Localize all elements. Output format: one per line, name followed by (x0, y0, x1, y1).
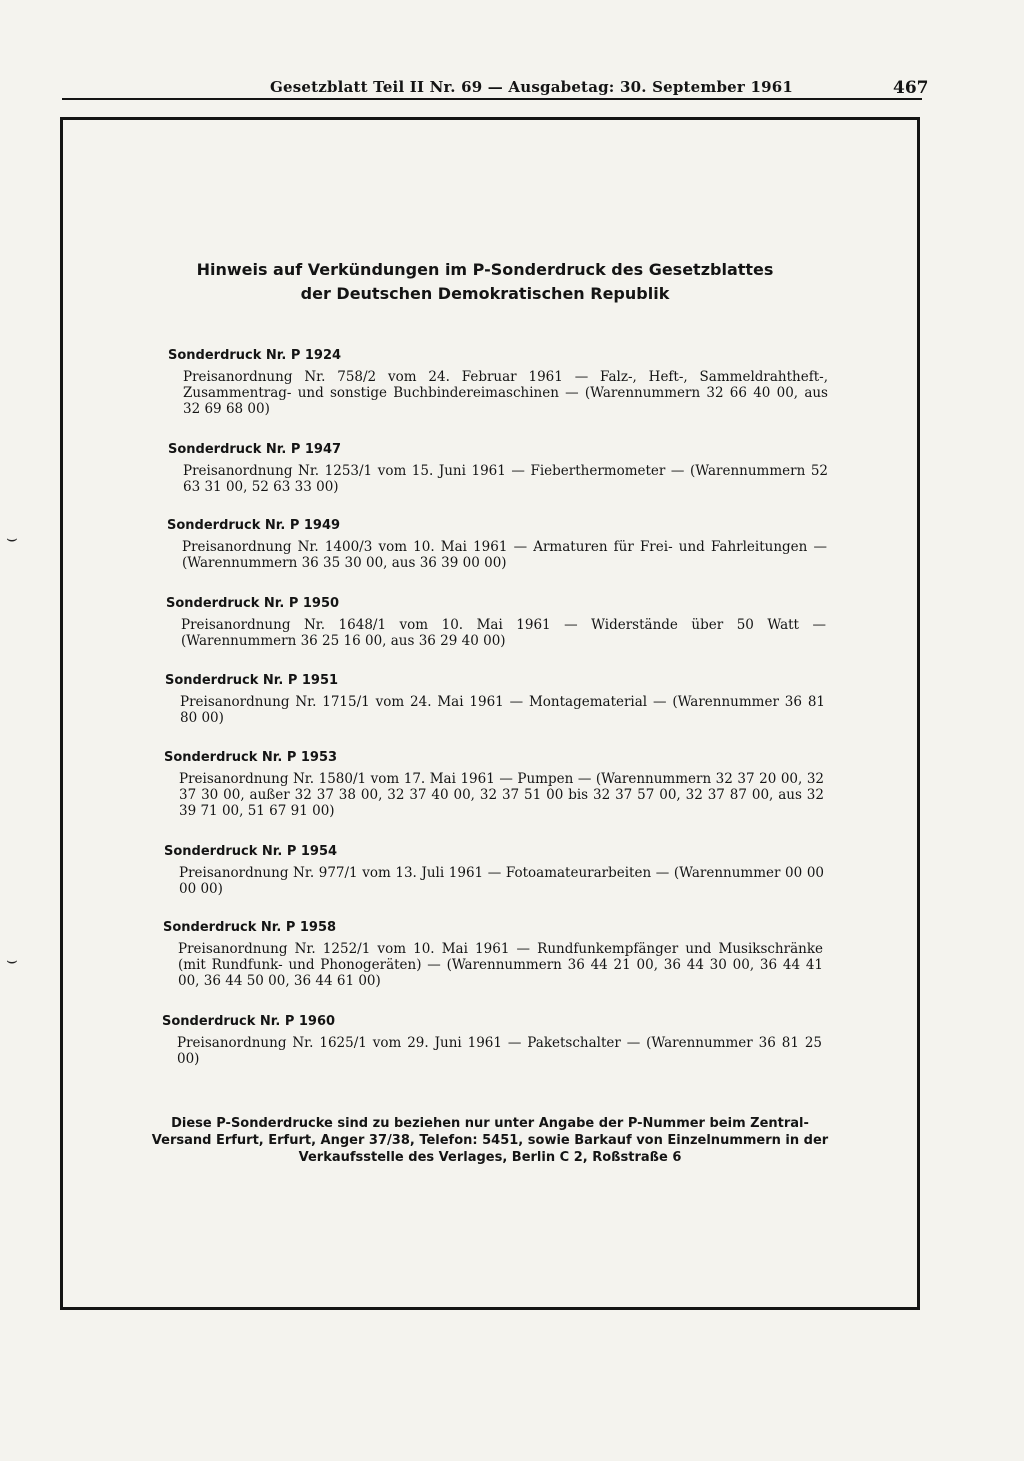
entry-heading: Sonderdruck Nr. P 1924 (168, 348, 342, 363)
margin-mark: ⌣ (6, 528, 18, 549)
entry-text: Preisanordnung Nr. 1253/1 vom 15. Juni 1961 — Fieberthermometer — (Warennummern 52 63 31 00, 52 63 33 00) (183, 463, 828, 495)
notice-title-line-1: Hinweis auf Verkündungen im P-Sonderdruck des Gesetzblattes (196, 260, 774, 279)
margin-mark: ⌣ (6, 950, 18, 971)
entry-p1950 (166, 596, 826, 649)
entry-heading: Sonderdruck Nr. P 1958 (163, 920, 337, 935)
entry-text: Preisanordnung Nr. 1715/1 vom 24. Mai 1961 — Montagematerial — (Warennummer 36 81 80 00) (180, 694, 825, 726)
page-number: 467 (893, 78, 929, 98)
entry-heading: Sonderdruck Nr. P 1951 (165, 673, 339, 688)
entry-text: Preisanordnung Nr. 1580/1 vom 17. Mai 1961 — Pumpen — (Warennummern 32 37 20 00, 32 37 30 00, außer 32 37 38 00, 32 37 40 00, 32 37 51 00 bis 32 37 57 00, 32 37 87 00, aus 32 39 71 00, 51 67 91 00) (179, 771, 824, 819)
entry-p1947 (168, 442, 828, 495)
notice-title (180, 258, 790, 306)
entry-p1960 (162, 1014, 822, 1067)
page-header-text: Gesetzblatt Teil II Nr. 69 — Ausgabetag: 30. September 1961 (270, 78, 793, 96)
entry-p1951 (165, 673, 825, 726)
entry-text: Preisanordnung Nr. 1648/1 vom 10. Mai 1961 — Widerstände über 50 Watt — (Warennummern 36 25 16 00, aus 36 29 40 00) (181, 617, 826, 649)
entry-p1924 (168, 348, 828, 417)
notice-title-line-2: der Deutschen Demokratischen Republik (300, 284, 670, 303)
header-rule (62, 98, 922, 100)
entry-p1954 (164, 844, 824, 897)
entry-heading: Sonderdruck Nr. P 1953 (164, 750, 338, 765)
entry-text: Preisanordnung Nr. 977/1 vom 13. Juli 1961 — Fotoamateurarbeiten — (Warennummer 00 00 00 00) (179, 865, 824, 897)
entry-text: Preisanordnung Nr. 1625/1 vom 29. Juni 1961 — Paketschalter — (Warennummer 36 81 25 00) (177, 1035, 822, 1067)
entry-heading: Sonderdruck Nr. P 1960 (162, 1014, 336, 1029)
entry-p1953 (164, 750, 824, 819)
entry-p1958 (163, 920, 823, 989)
footer-note: Diese P-Sonderdrucke sind zu beziehen nur unter Angabe der P-Nummer beim Zentral-Versand Erfurt, Erfurt, Anger 37/38, Telefon: 5451, sowie Barkauf von Einzelnummern in der Verkaufsstelle des Verlages, Berlin C 2, Roßstraße 6 (151, 1116, 829, 1165)
entry-p1949 (167, 518, 827, 571)
entry-heading: Sonderdruck Nr. P 1949 (167, 518, 341, 533)
entry-heading: Sonderdruck Nr. P 1950 (166, 596, 340, 611)
entry-text: Preisanordnung Nr. 758/2 vom 24. Februar 1961 — Falz-, Heft-, Sammeldrahtheft-, Zusammentrag- und sonstige Buchbindereimaschinen — (Warennummern 32 66 40 00, aus 32 69 68 00) (183, 369, 828, 417)
entry-text: Preisanordnung Nr. 1252/1 vom 10. Mai 1961 — Rundfunkempfänger und Musikschränke (mit Rundfunk- und Phonogeräten) — (Warennummern 36 44 21 00, 36 44 30 00, 36 44 41 00, 36 44 50 00, 36 44 61 00) (178, 941, 823, 989)
entry-heading: Sonderdruck Nr. P 1954 (164, 844, 338, 859)
entry-text: Preisanordnung Nr. 1400/3 vom 10. Mai 1961 — Armaturen für Frei- und Fahrleitungen — (Warennummern 36 35 30 00, aus 36 39 00 00) (182, 539, 827, 571)
entry-heading: Sonderdruck Nr. P 1947 (168, 442, 342, 457)
